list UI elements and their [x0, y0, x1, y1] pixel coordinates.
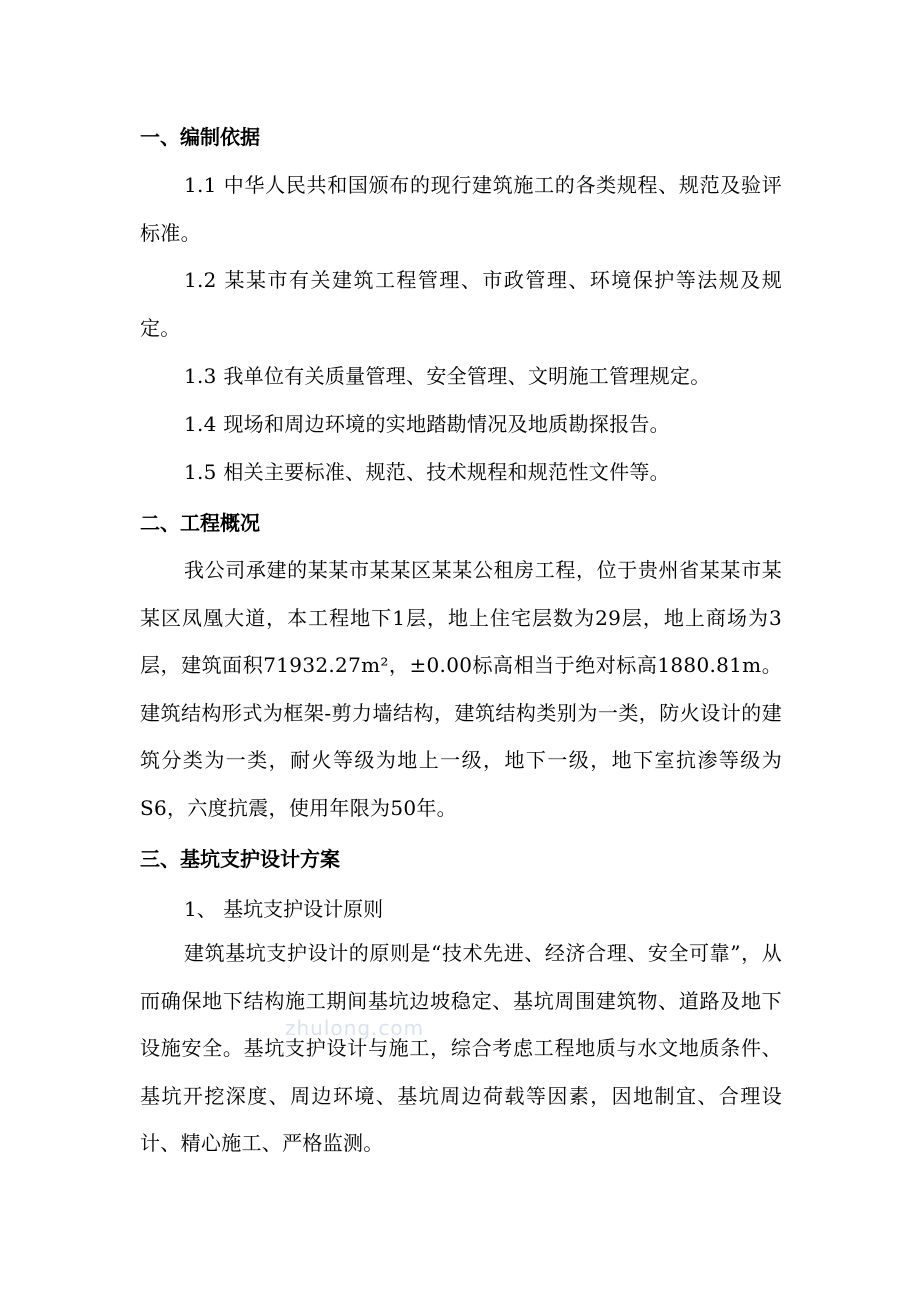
- subheading-design-principle: 1、 基坑支护设计原则: [184, 897, 384, 921]
- paragraph-1-5: 1.5 相关主要标准、规范、技术规程和规范性文件等。: [184, 460, 670, 484]
- paragraph-overview: 我公司承建的某某市某某区某某公租房工程，位于贵州省某某市某某区凤凰大道，本工程地下1层，地上住宅层数为29层，地上商场为3层，建筑面积71932.27m²，±0.00标高相当于绝对标高1880.81m。建筑结构形式为框架-剪力墙结构，建筑结构类别为一类，防火设计的建筑分类为一类，耐火等级为地上一级，地下一级，地下室抗渗等级为S6，六度抗震，使用年限为50年。: [140, 558, 782, 820]
- watermark-text: zhulong.com: [285, 1016, 425, 1040]
- paragraph-1-1: 1.1 中华人民共和国颁布的现行建筑施工的各类规程、规范及验评标准。: [140, 173, 782, 245]
- paragraph-1-3: 1.3 我单位有关质量管理、安全管理、文明施工管理规定。: [184, 364, 711, 388]
- paragraph-1-4: 1.4 现场和周边环境的实地踏勘情况及地质勘探报告。: [184, 412, 670, 436]
- section-heading-design: 三、基坑支护设计方案: [140, 847, 340, 871]
- section-heading-overview: 二、工程概况: [140, 511, 260, 535]
- paragraph-design-principle: 建筑基坑支护设计的原则是“技术先进、经济合理、安全可靠”，从而确保地下结构施工期间基坑边坡稳定、基坑周围建筑物、道路及地下设施安全。基坑支护设计与施工，综合考虑工程地质与水文地质条件、基坑开挖深度、周边环境、基坑周边荷载等因素，因地制宜、合理设计、精心施工、严格监测。: [140, 941, 782, 1155]
- paragraph-1-2: 1.2 某某市有关建筑工程管理、市政管理、环境保护等法规及规定。: [140, 268, 782, 340]
- section-heading-basis: 一、编制依据: [140, 125, 260, 149]
